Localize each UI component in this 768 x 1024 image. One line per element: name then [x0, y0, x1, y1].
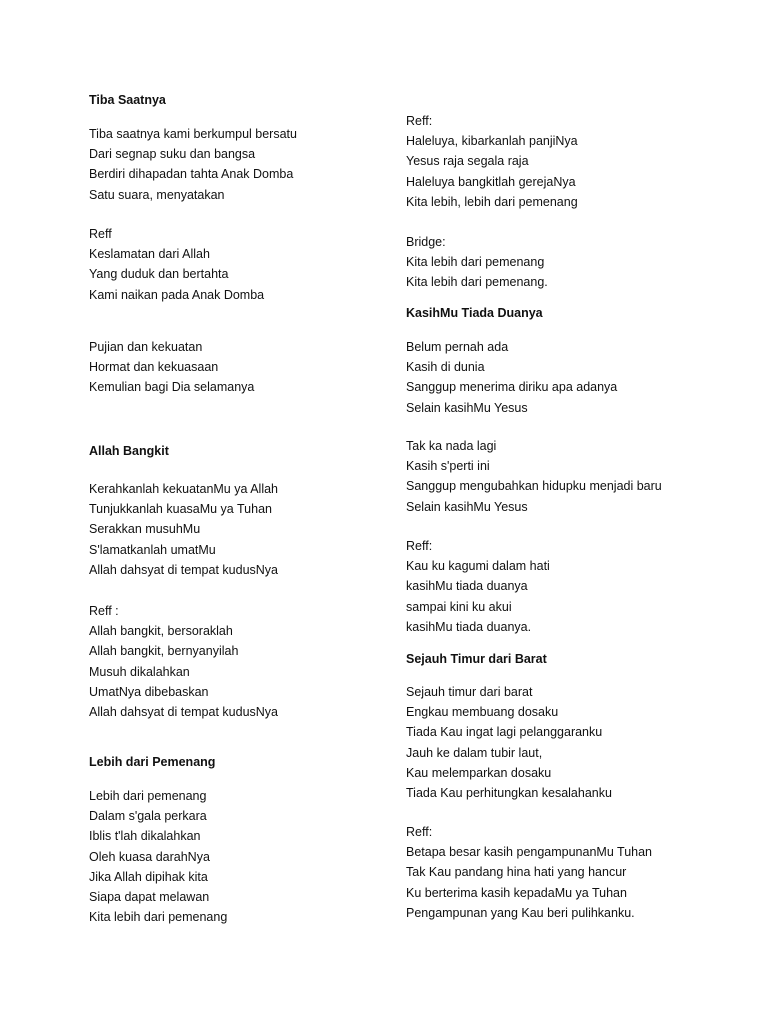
reff-block — [89, 601, 278, 722]
lyric-line: Kita lebih, lebih dari pemenang — [406, 194, 578, 209]
lyric-line: Sejauh timur dari barat — [406, 685, 533, 699]
lyric-line: Jika Allah dipihak kita — [89, 869, 208, 884]
lyric-line: Ku berterima kasih kepadaMu ya Tuhan — [406, 885, 627, 900]
song-title-tiba-saatnya: Tiba Saatnya — [89, 93, 166, 107]
lyric-line: UmatNya dibebaskan — [89, 684, 209, 699]
lyric-line: Reff: — [406, 825, 433, 839]
lyric-line: Tunjukkanlah kuasaMu ya Tuhan — [89, 502, 272, 517]
verse-block — [89, 786, 227, 927]
lyric-line: Tak ka nada lagi — [406, 439, 497, 453]
verse-block — [406, 436, 662, 517]
lyric-line: Kau melemparkan dosaku — [406, 765, 552, 780]
lyric-line: Engkau membuang dosaku — [406, 705, 559, 720]
lyric-line: sampai kini ku akui — [406, 599, 512, 614]
lyric-line: Jauh ke dalam tubir laut, — [406, 745, 543, 760]
lyric-line: Siapa dapat melawan — [89, 889, 210, 904]
lyric-line: Tiada Kau ingat lagi pelanggaranku — [406, 725, 603, 740]
lyric-line: Satu suara, menyatakan — [89, 187, 225, 202]
lyric-line: Pengampunan yang Kau beri pulihkanku. — [406, 905, 635, 920]
lyric-line: Keslamatan dari Allah — [89, 247, 210, 262]
lyric-line: Allah dahsyat di tempat kudusNya — [89, 704, 278, 719]
verse-block — [89, 124, 297, 205]
lyric-line: S'lamatkanlah umatMu — [89, 542, 216, 557]
lyric-line: Berdiri dihapadan tahta Anak Domba — [89, 167, 294, 182]
lyric-line: Kasih di dunia — [406, 360, 485, 375]
lyric-line: Kita lebih dari pemenang. — [406, 275, 548, 290]
lyric-line: Hormat dan kekuasaan — [89, 360, 219, 375]
lyric-line: Belum pernah ada — [406, 340, 509, 354]
lyric-line: Kami naikan pada Anak Domba — [89, 287, 265, 302]
lyric-line: kasihMu tiada duanya — [406, 579, 528, 594]
song-title-lebih-dari-pemenang: Lebih dari Pemenang — [89, 755, 216, 769]
lyric-line: Pujian dan kekuatan — [89, 340, 203, 354]
lyric-line: Yang duduk dan bertahta — [89, 267, 229, 282]
lyric-line: Serakkan musuhMu — [89, 522, 201, 537]
lyric-line: Tiba saatnya kami berkumpul bersatu — [89, 127, 297, 141]
lyric-line: Kau ku kagumi dalam hati — [406, 559, 550, 574]
lyric-line: Oleh kuasa darahNya — [89, 849, 210, 864]
lyric-line: Musuh dikalahkan — [89, 664, 190, 679]
verse-block — [406, 682, 612, 803]
lyric-line: Haleluya, kibarkanlah panjiNya — [406, 134, 578, 149]
lyric-line: Bridge: — [406, 235, 446, 249]
verse-block — [89, 479, 278, 580]
lyric-line: Dari segnap suku dan bangsa — [89, 147, 256, 162]
song-title-sejauh-timur-dari-barat: Sejauh Timur dari Barat — [406, 652, 547, 666]
song-title-kasihmu-tiada-duanya: KasihMu Tiada Duanya — [406, 306, 543, 320]
reff-block — [406, 822, 652, 923]
lyric-line: Allah bangkit, bersoraklah — [89, 624, 233, 639]
bridge-block — [406, 232, 548, 293]
lyric-line: Selain kasihMu Yesus — [406, 400, 528, 415]
lyric-line: Allah bangkit, bernyanyilah — [89, 644, 239, 659]
lyric-line: Kasih s'perti ini — [406, 459, 490, 474]
song-title-allah-bangkit: Allah Bangkit — [89, 444, 169, 458]
lyric-line: Reff — [89, 227, 112, 241]
lyric-line: Iblis t'lah dikalahkan — [89, 829, 201, 844]
lyric-line: Tak Kau pandang hina hati yang hancur — [406, 865, 627, 880]
lyric-line: Reff : — [89, 604, 119, 618]
lyric-line: Kita lebih dari pemenang — [89, 910, 228, 925]
verse-block — [406, 337, 617, 418]
lyric-line: Tiada Kau perhitungkan kesalahanku — [406, 785, 612, 800]
lyric-line: Haleluya bangkitlah gerejaNya — [406, 174, 576, 189]
reff-block — [406, 536, 550, 637]
lyric-line: Allah dahsyat di tempat kudusNya — [89, 562, 278, 577]
lyric-line: Yesus raja segala raja — [406, 154, 529, 169]
lyric-line: Lebih dari pemenang — [89, 789, 207, 803]
lyric-line: Kemulian bagi Dia selamanya — [89, 380, 255, 395]
lyric-line: Selain kasihMu Yesus — [406, 499, 528, 514]
reff-block — [406, 111, 578, 212]
lyric-line: Dalam s'gala perkara — [89, 809, 207, 824]
lyric-line: Kita lebih dari pemenang — [406, 255, 545, 270]
lyric-line: Kerahkanlah kekuatanMu ya Allah — [89, 482, 279, 496]
lyric-line: Sanggup mengubahkan hidupku menjadi baru — [406, 479, 662, 494]
lyric-line: Sanggup menerima diriku apa adanya — [406, 380, 618, 395]
lyric-line: Reff: — [406, 114, 433, 128]
lyric-line: Reff: — [406, 539, 433, 553]
reff-block — [89, 224, 264, 305]
verse-block — [89, 337, 254, 398]
lyric-line: kasihMu tiada duanya. — [406, 619, 532, 634]
lyric-line: Betapa besar kasih pengampunanMu Tuhan — [406, 845, 653, 860]
